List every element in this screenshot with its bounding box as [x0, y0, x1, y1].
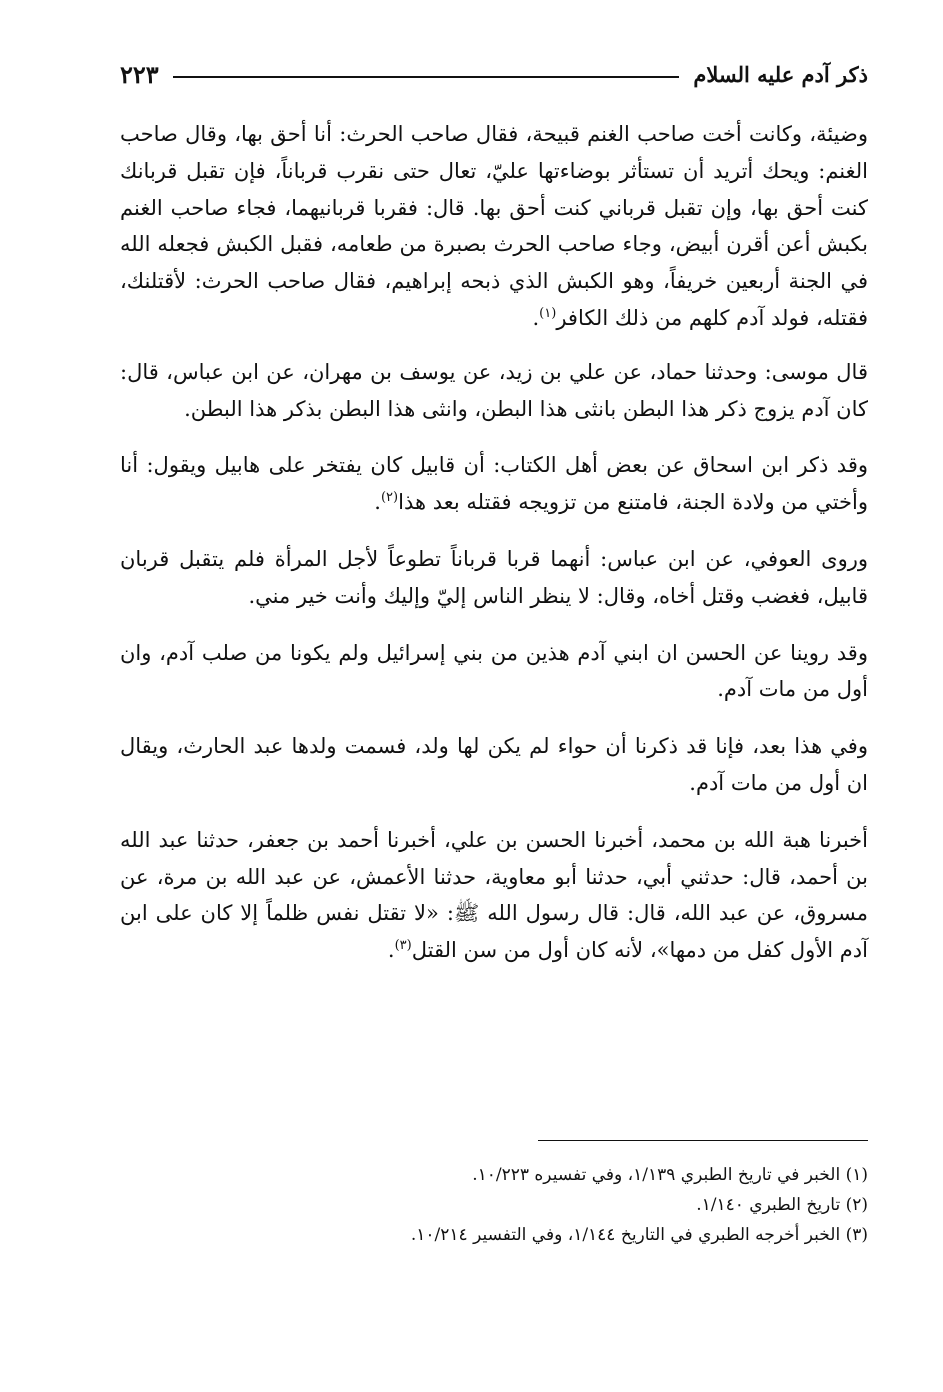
body-text [120, 116, 868, 989]
paragraph [120, 116, 868, 337]
footnote-ref: (١) [539, 305, 557, 321]
running-title: ذكر آدم عليه السلام [693, 61, 868, 87]
footnote-ref: (٢) [380, 490, 399, 506]
footnote-ref: (٣) [394, 938, 412, 954]
footnote: (٢) تاريخ الطبري ١/١٤٠. [696, 1195, 868, 1215]
footnote-rule [538, 1140, 868, 1141]
paragraph [120, 447, 868, 521]
paragraph-end: . [374, 490, 381, 515]
paragraph-text: وضيئة، وكانت أخت صاحب الغنم قبيحة، فقال صاحب الحرث: أنا أحق بها، وقال صاحب الغنم: ويحك أتريد أن تستأثر بوضاءتها عليّ، تعال حتى نقرب قرباناً، فإن تقبل قربانك كنت أحق بها، وإن تقبل قرباني كنت أحق بها. قال: فقربا قربانيهما، فجاء صاحب الغنم بكبش أعن أقرن أبيض، وجاء صاحب الحرث بصبرة من طعامه، فقبل الكبش فجعله الله في الجنة أربعين خريفاً، وهو الكبش الذي ذبحه إبراهيم، فقال صاحب الحرث: لأقتلنك، فقتله، فولد آدم كلهم من ذلك الكافر [120, 122, 868, 330]
page-header [120, 52, 868, 96]
paragraph-text: قال موسى: وحدثنا حماد، عن علي بن زيد، عن يوسف بن مهران، عن ابن عباس، قال: كان آدم يزوج ذكر هذا البطن بانثى هذا البطن، وانثى هذا البطن بذكر هذا البطن. [120, 359, 868, 421]
paragraph-text: وفي هذا بعد، فإنا قد ذكرنا أن حواء لم يكن لها ولد، فسمت ولدها عبد الحارث، ويقال ان أول من مات آدم. [120, 734, 868, 795]
paragraph-end: . [532, 305, 540, 330]
footnotes [120, 1160, 868, 1250]
paragraph [120, 635, 868, 709]
paragraph-text: وروى العوفي، عن ابن عباس: أنهما قربا قرباناً تطوعاً لأجل المرأة فلم يتقبل قربان قابيل، فغضب وقتل أخاه، وقال: لا ينظر الناس إليّ وإليك وأنت خير مني. [120, 546, 868, 608]
footnote: (١) الخبر في تاريخ الطبري ١/١٣٩، وفي تفسيره ١٠/٢٢٣. [472, 1165, 868, 1185]
paragraph [120, 541, 868, 615]
paragraph-end: . [387, 938, 395, 963]
paragraph [120, 822, 868, 969]
paragraph [120, 728, 868, 802]
page-number: ٢٢٣ [120, 59, 159, 89]
paragraph-text: وقد ذكر ابن اسحاق عن بعض أهل الكتاب: أن قابيل كان يفتخر على هابيل ويقول: أنا وأختي من ولادة الجنة، فامتنع من تزويجه فقتله بعد هذا [120, 453, 868, 515]
header-rule [173, 76, 680, 78]
paragraph-text: أخبرنا هبة الله بن محمد، أخبرنا الحسن بن علي، أخبرنا أحمد بن جعفر، حدثنا عبد الله بن أحمد، قال: حدثني أبي، حدثنا أبو معاوية، حدثنا الأعمش، عن عبد الله بن مرة، عن مسروق، عن عبد الله، قال: قال رسول الله ﷺ: «لا تقتل نفس ظلماً إلا كان على ابن آدم الأول كفل من دمها»، لأنه كان أول من سن القتل [120, 827, 868, 963]
footnote: (٣) الخبر أخرجه الطبري في التاريخ ١/١٤٤، وفي التفسير ١٠/٢١٤. [410, 1225, 868, 1245]
paragraph [120, 354, 868, 428]
paragraph-text: وقد روينا عن الحسن ان ابني آدم هذين من بني إسرائيل ولم يكونا من صلب آدم، وان أول من مات آدم. [120, 640, 868, 702]
